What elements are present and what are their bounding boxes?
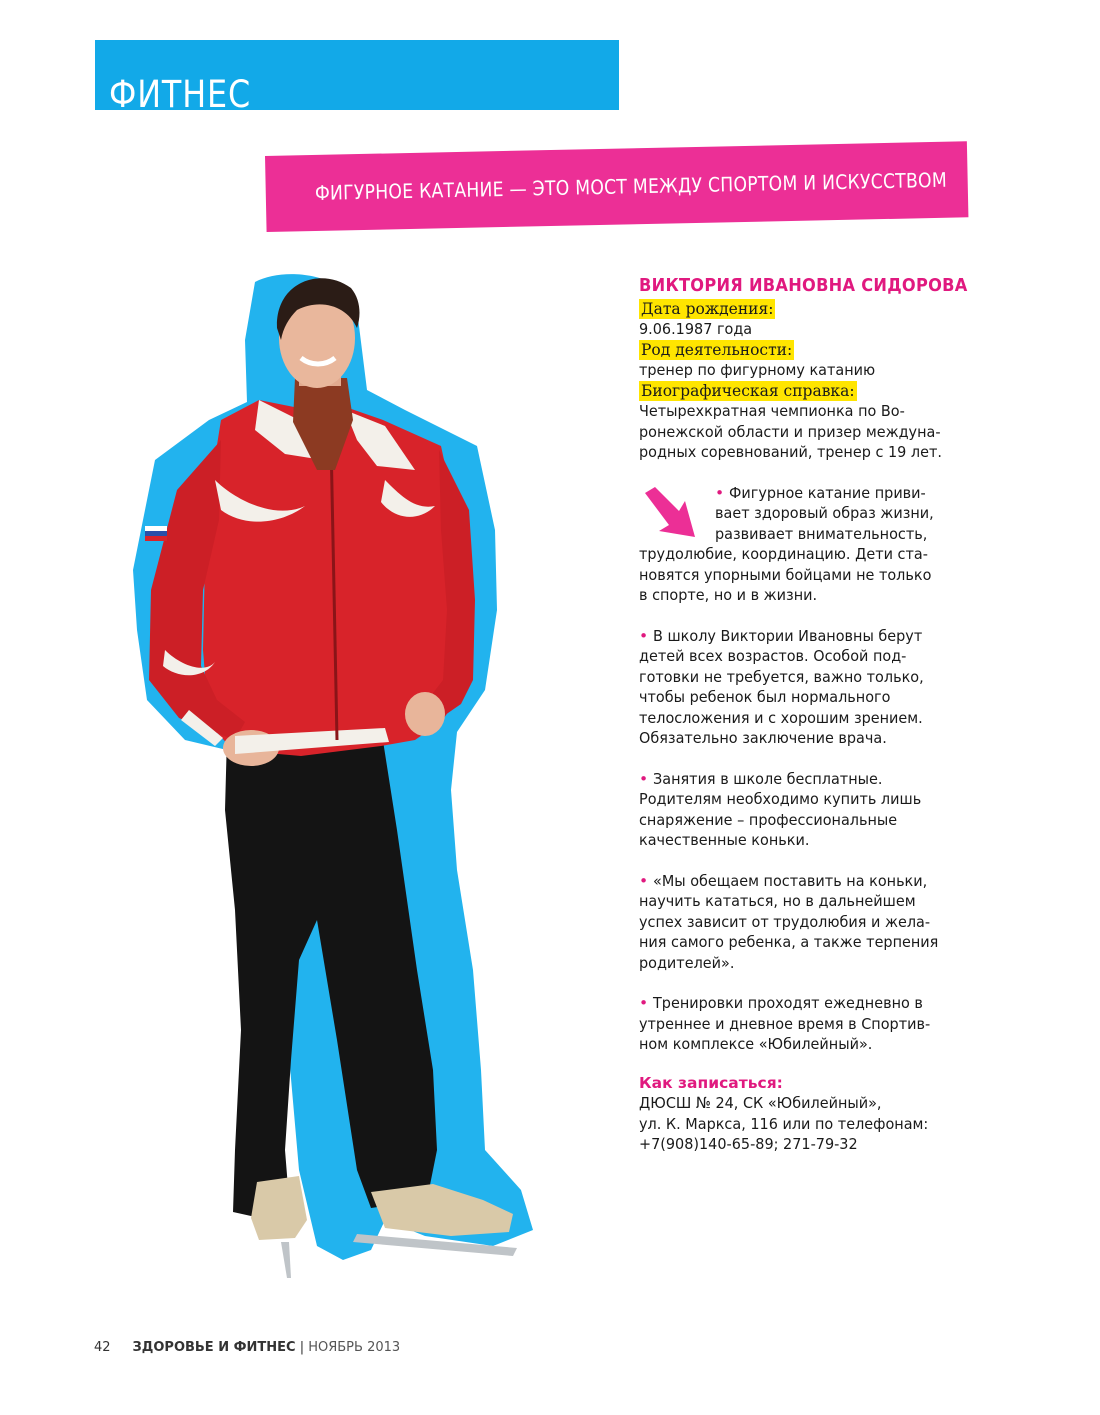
bullet-line: детей всех возрастов. Особой под- (639, 647, 907, 665)
pink-arrow-icon (641, 487, 699, 539)
page-footer (94, 1340, 400, 1355)
bullet-dot: • (639, 871, 654, 890)
bio-text (639, 401, 969, 463)
bullet-line: научить кататься, но в дальнейшем (639, 892, 916, 910)
coach-name: ВИКТОРИЯ ИВАНОВНА СИДОРОВА (639, 275, 968, 296)
bullet-line: «Мы обещаем поставить на коньки, (653, 871, 928, 890)
bullet-line: трудолюбие, координацию. Дети ста- (639, 545, 928, 563)
bullet-paragraph (639, 769, 969, 851)
bullet-dot: • (639, 994, 654, 1012)
bullet-line: вает здоровый образ жизни, (715, 504, 934, 522)
bullet-paragraph (639, 871, 969, 974)
bullet-paragraph (639, 993, 969, 1055)
signup-label: Как записаться: (639, 1073, 783, 1092)
bullet-line: Родителям необходимо купить лишь (639, 790, 922, 808)
bio-line: родных соревнований, тренер с 19 лет. (639, 443, 942, 461)
bullet-line: ния самого ребенка, а также терпения (639, 933, 939, 951)
bullet-line: родителей». (639, 953, 735, 972)
bio-label: Биографическая справка: (641, 381, 855, 400)
issue-date: НОЯБРЬ 2013 (308, 1340, 401, 1355)
bullet-line: утреннее и дневное время в Спортив- (639, 1014, 931, 1033)
bullet-line: телосложения и с хорошим зрением. (639, 708, 923, 727)
birth-value: 9.06.1987 года (639, 320, 753, 338)
occupation-value: тренер по фигурному катанию (639, 361, 876, 379)
tagline-text: ФИГУРНОЕ КАТАНИЕ — ЭТО МОСТ МЕЖДУ СПОРТОМ И ИСКУССТВОМ (314, 167, 948, 205)
magazine-name: ЗДОРОВЬЕ И ФИТНЕС (132, 1340, 296, 1355)
bullet-dot: • (715, 483, 730, 502)
bullet-paragraph (639, 626, 969, 749)
signup-line: ДЮСШ № 24, СК «Юбилейный», (639, 1094, 882, 1112)
bullet-line: развивает внимательность, (715, 524, 928, 543)
bullet-dot: • (639, 626, 654, 645)
bullet-line: успех зависит от трудолюбия и жела- (639, 912, 931, 931)
bullet-line: В школу Виктории Ивановны берут (653, 626, 923, 645)
bullet-line: Тренировки проходят ежедневно в (653, 994, 923, 1012)
bullet-paragraph (639, 483, 969, 606)
bullet-line: ном комплексе «Юбилейный». (639, 1035, 873, 1053)
birth-label: Дата рождения: (641, 299, 774, 318)
bullet-line: Обязательно заключение врача. (639, 729, 887, 747)
bullet-line: снаряжение – профессиональные (639, 810, 898, 829)
bullet-line: готовки не требуется, важно только, (639, 667, 924, 686)
page-number: 42 (94, 1340, 111, 1355)
coach-photo (85, 270, 555, 1290)
bullet-line: качественные коньки. (639, 831, 810, 849)
footer-separator: | (295, 1340, 309, 1355)
section-header-bar (95, 40, 619, 110)
bio-line: ронежской области и призер междуна- (639, 422, 941, 441)
bullet-line: новятся упорными бойцами не только (639, 565, 932, 584)
tagline-banner (265, 141, 968, 232)
article-text-column (639, 276, 969, 1155)
signup-line: +7(908)140-65-89; 271-79-32 (639, 1135, 858, 1153)
signup-info (639, 1093, 969, 1155)
bullet-line: чтобы ребенок был нормального (639, 688, 891, 706)
section-title: ФИТНЕС (109, 73, 252, 110)
occupation-label: Род деятельности: (641, 340, 793, 359)
bullet-dot: • (639, 769, 654, 788)
signup-line: ул. К. Маркса, 116 или по телефонам: (639, 1114, 929, 1133)
bullet-line: в спорте, но и в жизни. (639, 586, 818, 604)
bio-line: Четырехкратная чемпионка по Во- (639, 402, 905, 420)
bullet-line: Фигурное катание приви- (729, 483, 926, 502)
bullet-line: Занятия в школе бесплатные. (653, 769, 883, 788)
